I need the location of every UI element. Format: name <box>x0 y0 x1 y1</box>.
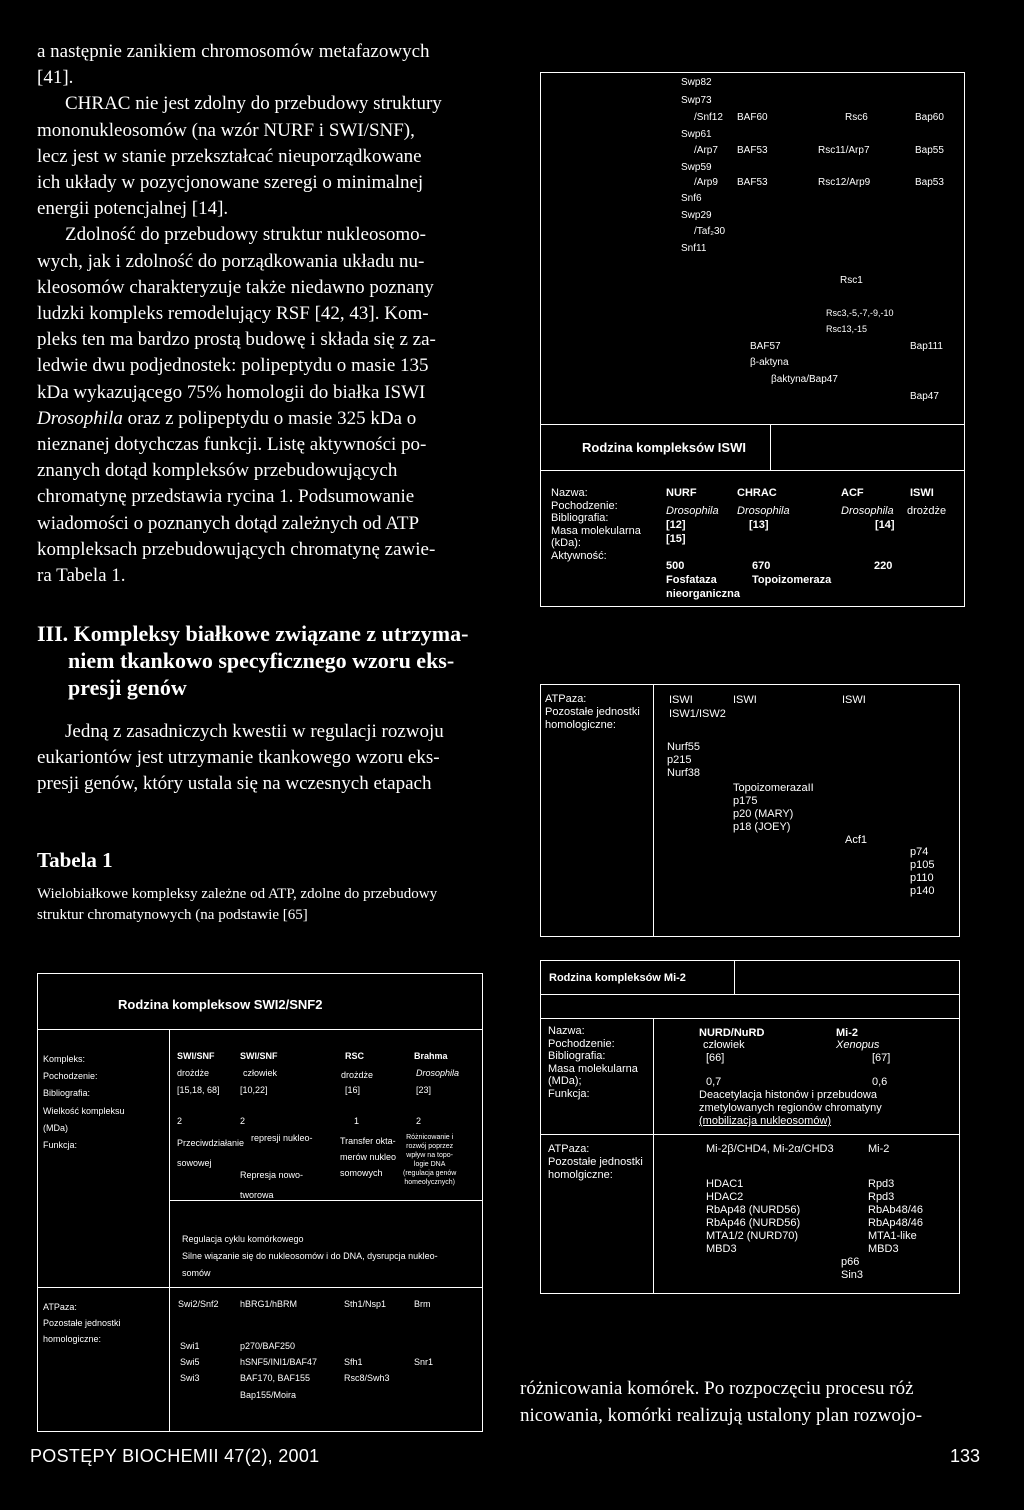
mi2-family-title: Rodzina kompleksów Mi-2 <box>549 972 686 984</box>
subunit-baf53a: BAF53 <box>737 145 768 156</box>
mi2-right-subunits: Rpd3 Rpd3 RbAb48/46 RbAp48/46 MTA1-like MBD3 <box>868 1178 924 1255</box>
subunit-baf57: BAF57 <box>750 341 781 352</box>
swi-ref-2: [10,22] <box>240 1085 268 1095</box>
swi-complex-brahma: Brahma <box>414 1051 448 1061</box>
mi2-mass-mi2: 0,6 <box>872 1076 888 1088</box>
swi-ref-4: [23] <box>416 1085 432 1095</box>
atpase-acf: ISWI <box>842 694 866 706</box>
swi-hom-r1-c0: Swi5 <box>180 1357 200 1367</box>
acf-subunit: Acf1 <box>845 834 868 846</box>
mi2-atpase-mi2: Mi-2 <box>868 1143 890 1155</box>
mi2-left-subunits: HDAC1 HDAC2 RbAp48 (NURD56) RbAp46 (NURD56) MTA1/2 (NURD70) MBD3 <box>706 1178 801 1255</box>
iswi-subunits: p74 p105 p110 p140 <box>910 846 935 897</box>
swi-size-2: 2 <box>240 1116 246 1126</box>
subunit-arp9: /Arp9 <box>694 177 718 188</box>
iswi-atpase-label: ATPaza: Pozostałe jednostki homologiczne: <box>545 693 640 731</box>
mi2-label-divider <box>653 1018 654 1294</box>
page-number: 133 <box>950 1446 981 1466</box>
subunit-swp61: Swp61 <box>681 129 712 140</box>
swi-func-5: Różnicowanie i rozwój poprzez wpływ na topo- logie DNA (regulacja genów homeolycznych) <box>403 1134 457 1186</box>
mi2-mass-nurd: 0,7 <box>706 1076 722 1088</box>
mi2-name-mi2: Mi-2 <box>836 1027 858 1039</box>
iswi-row-labels: Nazwa: Pochodzenie: Bibliografia: Masa molekularna (kDa): Aktywność: <box>551 487 641 562</box>
subunit-rsc3: Rsc3,-5,-7,-9,-10 <box>826 308 894 318</box>
section-heading: III. Kompleksy białkowe związane z utrzyma- niem tkankowo specyficznego wzoru eks- presji genów <box>37 621 469 700</box>
swi-common-function: Regulacja cyklu komórkowego Silne wiązanie się do nukleosomów i do DNA, dysrupcja nukleo- somów <box>182 1234 438 1278</box>
subunit-bap47: Bap47 <box>910 391 939 402</box>
mi2-extra-subunits: p66 Sin3 <box>841 1256 864 1281</box>
mi2-atpase-nurd: Mi-2β/CHD4, Mi-2α/CHD3 <box>706 1143 834 1155</box>
swi-origin-2: człowiek <box>243 1068 278 1078</box>
name-chrac: CHRAC <box>737 487 777 499</box>
swi-origin-3: drożdże <box>341 1070 374 1080</box>
swi-size-3: 1 <box>354 1116 360 1126</box>
origin-chrac: Drosophila <box>737 505 790 517</box>
swi-size-4: 2 <box>416 1116 422 1126</box>
mi2-atpase-divider <box>540 1134 960 1135</box>
table-title: Tabela 1 <box>37 848 113 872</box>
mi2-title-vdivider <box>734 960 735 994</box>
subunit-taf30: /Taf₂30 <box>694 226 726 237</box>
swi-complex-2: SWI/SNF <box>240 1051 278 1061</box>
mi2-name-nurd: NURD/NuRD <box>699 1027 765 1039</box>
swi-hom-r2-c0: Swi3 <box>180 1373 200 1383</box>
mi2-function: Deacetylacja histonów i przebudowa zmetylowanych regionów chromatyny (mobilizacja nukleosomów) <box>699 1089 882 1127</box>
subunit-snf6: Snf6 <box>681 193 702 204</box>
subunit-swp82: Swp82 <box>681 77 712 88</box>
mi2-origin-human: człowiek <box>703 1039 745 1051</box>
mi2-ref-66: [66] <box>706 1052 725 1064</box>
table-caption: Wielobiałkowe kompleksy zależne od ATP, zdolne do przebudowy struktur chromatynowych (na podstawie [65] <box>37 886 438 923</box>
subunit-rsc6: Rsc6 <box>845 112 868 123</box>
swi-family-title: Rodzina kompleksow SWI2/SNF2 <box>118 997 323 1012</box>
right-bottom-paragraph: różnicowania komórek. Po rozpoczęciu procesu róż nicowania, komórki realizują ustalony plan rozwojo- <box>520 1378 923 1426</box>
subunit-snf11: Snf11 <box>681 243 707 254</box>
subunit-baktyna: β-aktyna <box>750 357 789 368</box>
swi-origin-1: drożdże <box>177 1068 210 1078</box>
swi-atpase-divider <box>37 1287 483 1288</box>
name-nurf: NURF <box>666 487 697 499</box>
swi-func-2: represji nukleo- <box>251 1133 313 1143</box>
subunit-bap111: Bap111 <box>910 341 943 352</box>
atpase-nurf: ISWI <box>669 694 693 706</box>
subunit-bap60: Bap60 <box>915 112 944 123</box>
subunit-arp7: /Arp7 <box>694 145 718 156</box>
swi-size-1: 2 <box>177 1116 183 1126</box>
swi-atpase-1: Swi2/Snf2 <box>178 1299 219 1309</box>
subunit-swp59: Swp59 <box>681 162 712 173</box>
swi-func-1: Przeciwdziałanie sowowej <box>177 1138 245 1168</box>
swi-title-divider <box>37 1029 483 1030</box>
mi2-ref-67: [67] <box>872 1052 891 1064</box>
mass-chrac: 670 <box>752 560 771 572</box>
atpase-iswi: ISW1/ISW2 <box>669 708 726 720</box>
iswi-divider-2 <box>540 470 965 471</box>
ref-chrac: [13] <box>749 519 769 531</box>
swi-hom-r1-c1: hSNF5/INI1/BAF47 <box>240 1357 318 1367</box>
mass-nurf: 500 <box>666 560 685 572</box>
subunit-rsc13: Rsc13,-15 <box>826 324 868 334</box>
swi-atpase-4: Brm <box>414 1299 431 1309</box>
iswi-family-title: Rodzina kompleksów ISWI <box>582 440 746 455</box>
mi2-row-labels: Nazwa: Pochodzenie: Bibliografia: Masa molekularna (MDa); Funkcja: <box>548 1025 638 1100</box>
subunit-bap53: Bap53 <box>915 177 944 188</box>
swi-hom-r0-c0: Swi1 <box>180 1341 200 1351</box>
subunit-rsc1: Rsc1 <box>840 275 863 286</box>
name-acf: ACF <box>841 487 864 499</box>
swi-atpase-3: Sth1/Nsp1 <box>344 1299 387 1309</box>
swi-hom-r2-c2: Rsc8/Swh3 <box>344 1373 390 1383</box>
name-iswi: ISWI <box>910 487 934 499</box>
origin-nurf: Drosophila <box>666 505 719 517</box>
origin-iswi: drożdże <box>907 505 947 517</box>
ref-acf: [14] <box>875 519 895 531</box>
body-column-top <box>37 39 489 589</box>
activity-fosfataza: Fosfataza <box>666 574 717 586</box>
swi-complex-rsc: RSC <box>345 1051 365 1061</box>
swi-hom-r0-c1: p270/BAF250 <box>240 1341 296 1351</box>
mass-acf: 220 <box>874 560 893 572</box>
iswi-atpase-divider <box>653 684 654 937</box>
swi-common-divider <box>169 1200 483 1201</box>
section-paragraph: Jedną z zasadniczych kwestii w regulacji rozwoju eukariontów jest utrzymanie tkankowego wzoru eks- presji genów, który ustala się na wczesnych etapach <box>37 721 444 795</box>
subunit-rsc11: Rsc11/Arp7 <box>818 145 870 156</box>
swi-atpase-2: hBRG1/hBRM <box>240 1299 298 1309</box>
swi-label-divider <box>169 1029 170 1432</box>
journal-footer: POSTĘPY BIOCHEMII 47(2), 2001 <box>30 1446 320 1466</box>
swi-atpase-label: ATPaza: Pozostałe jednostki homologiczne: <box>43 1302 121 1344</box>
mi2-title-divider <box>540 994 960 995</box>
swi-origin-4: Drosophila <box>416 1068 460 1078</box>
subunit-snf12: /Snf12 <box>694 112 723 123</box>
nurf-subunits: Nurf55 p215 Nurf38 <box>667 741 701 779</box>
swi-hom-r3-c1: Bap155/Moira <box>240 1390 297 1400</box>
origin-acf: Drosophila <box>841 505 894 517</box>
iswi-divider-1 <box>540 424 965 425</box>
swi-func-4: Transfer okta- merów nukleo somowych <box>340 1136 397 1178</box>
atpase-chrac: ISWI <box>733 694 757 706</box>
ref-iswi: [15] <box>666 533 686 545</box>
subunit-swp73: Swp73 <box>681 95 712 106</box>
mi2-atpase-label: ATPaza: Pozostałe jednostki homolgiczne: <box>548 1143 643 1181</box>
swi-hom-r1-c3: Snr1 <box>414 1357 434 1367</box>
drosophila-line: Drosophila oraz z polipeptydu o masie 325 kDa o <box>37 407 417 429</box>
subunit-baf60: BAF60 <box>737 112 768 123</box>
top-paragraph: a następnie zanikiem chromosomów metafazowych [41]. CHRAC nie jest zdolny do przebudowy struktury mononukleosomów (na wzór NURF i SWI/SNF), lecz jest w stanie przekształcać nieuporządkowane ich układy w pozycjonowane szeregi o minimalnej energii potencjalnej [14]. Zdolność do przebudowy struktur nukleosomo- wych, jak i zdolność do porządkowania układu nu- kleosomów charakteryzuje także niedawno poznany ludzki kompleks remodelujący RSF [42, 43]. Kom- pleks ten ma bardzo prostą budowę i składa się z za- ledwie dwu podjednostek: polipeptydu o masie 135 kDa wykazującego 75% homologii do białka ISWI Drosophila oraz z polipeptydu o masie 325 kDa o nieznanej dotychczas funkcji. Listę aktywności po- znanych dotąd kompleksów przebudowujących chromatynę przedstawia rycina 1. Podsumowanie wiadomości o poznanych dotąd zależnych od ATP kompleksach przebudowujących chromatynę zawie- ra Tabela 1. <box>37 39 489 589</box>
iswi-title-divider <box>770 424 771 470</box>
mi2-origin-xenopus: Xenopus <box>836 1039 880 1051</box>
subunit-baktyna-bap47: βaktyna/Bap47 <box>771 374 838 385</box>
activity-topoizomeraza: Topoizomeraza <box>752 574 832 586</box>
ref-nurf: [12] <box>666 519 686 531</box>
swi-row-labels: Kompleks: Pochodzenie: Bibliografia: Wielkość kompleksu (MDa) Funkcja: <box>43 1054 125 1151</box>
swi-ref-3: [16] <box>345 1085 361 1095</box>
subunit-baf53b: BAF53 <box>737 177 768 188</box>
subunit-rsc12: Rsc12/Arp9 <box>818 177 871 188</box>
subunit-swp29: Swp29 <box>681 210 712 221</box>
mi2-upper-divider <box>540 1018 960 1019</box>
swi-hom-r1-c2: Sfh1 <box>344 1357 363 1367</box>
swi-func-3: Represja nowo- tworowa <box>240 1170 304 1200</box>
swi-hom-r2-c1: BAF170, BAF155 <box>240 1373 311 1383</box>
chrac-subunits: TopoizomerazaII p175 p20 (MARY) p18 (JOEY) <box>733 782 814 833</box>
swi-ref-1: [15,18, 68] <box>177 1085 220 1095</box>
subunit-bap55: Bap55 <box>915 145 944 156</box>
activity-nieorganiczna: nieorganiczna <box>666 588 740 600</box>
swi-complex-1: SWI/SNF <box>177 1051 215 1061</box>
